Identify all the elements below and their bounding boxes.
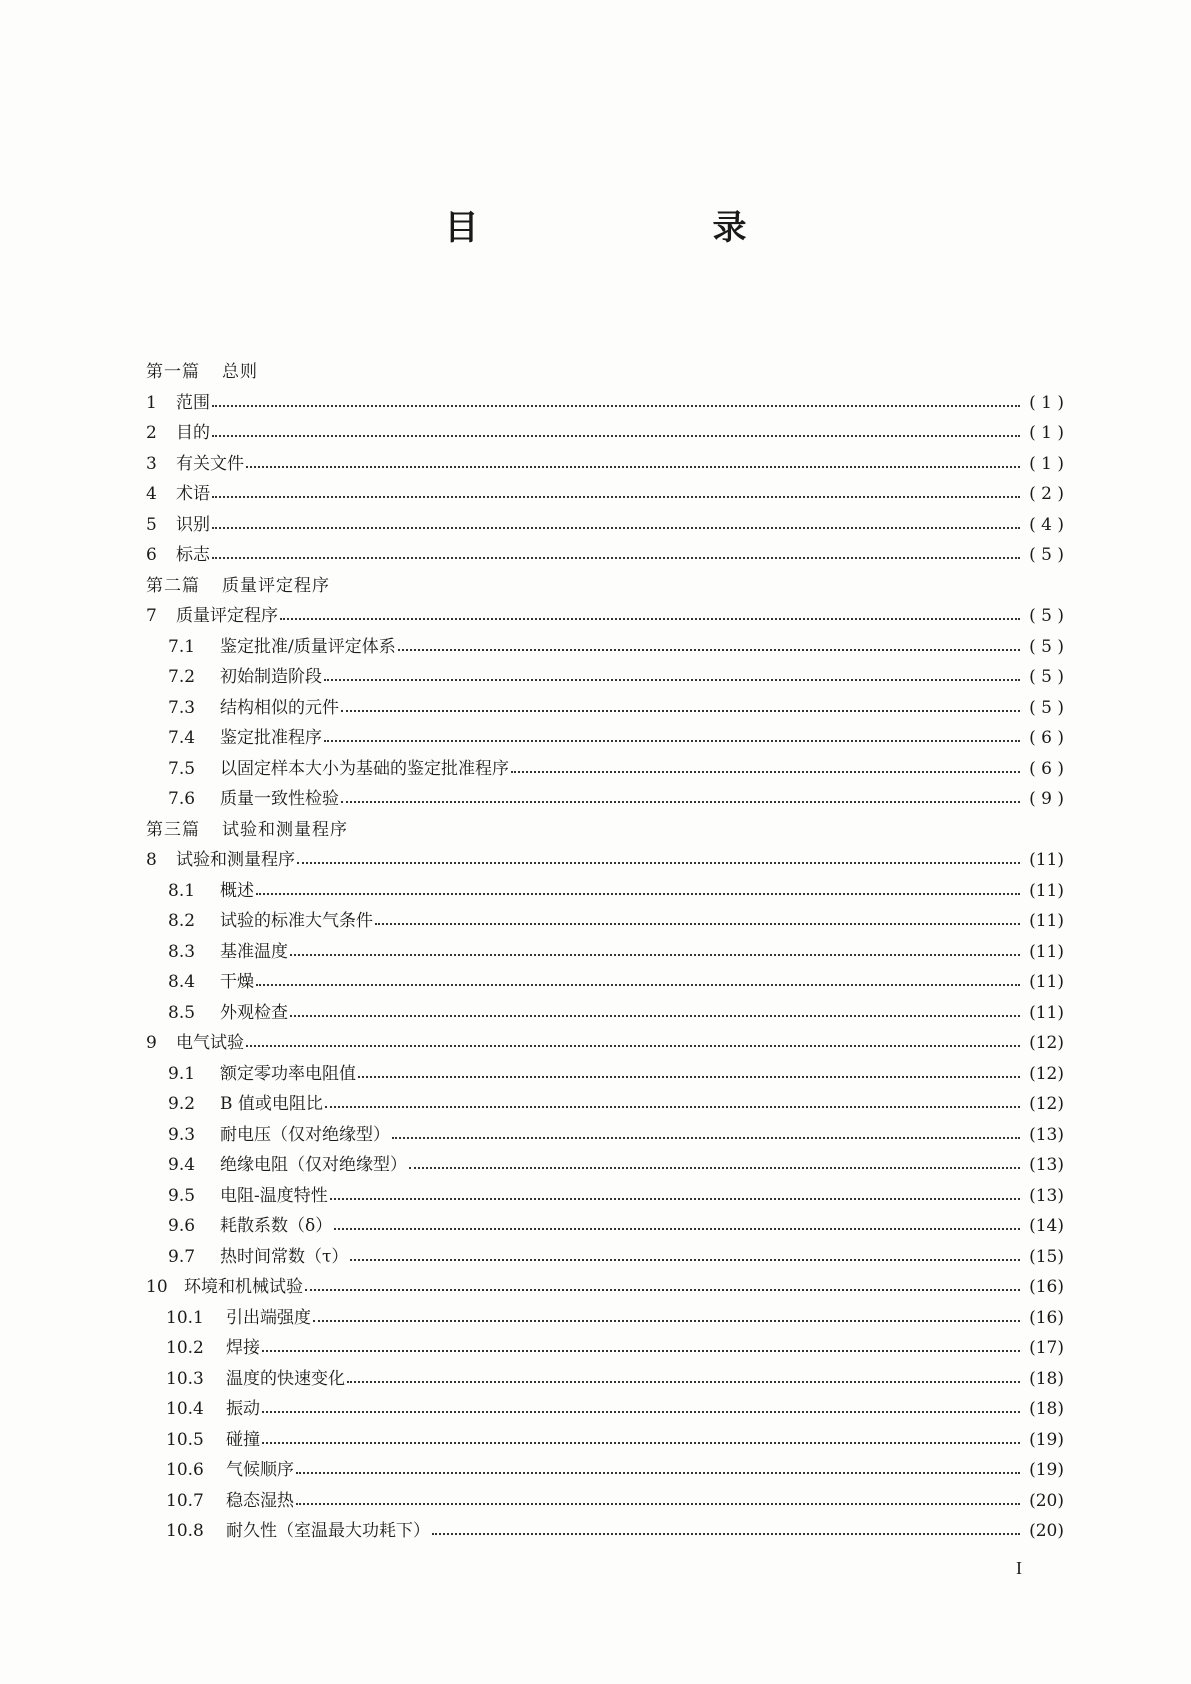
entry-title: 概述 [220,880,254,901]
entry-number: 9.3 [168,1124,196,1145]
entry-number: 1 [146,392,157,413]
dot-leader [296,1472,1020,1474]
entry-title: 术语 [176,484,210,504]
toc-entry [146,449,1064,480]
entry-number: 7.1 [168,636,196,657]
entry-title: 识别 [176,514,210,535]
entry-title: 目的 [176,423,210,443]
entry-title: 鉴定批准程序 [220,728,322,748]
entry-number: 8 [146,850,157,870]
entry-title: 电阻-温度特性 [220,1185,328,1206]
toc-entry [146,510,1064,541]
toc-subentry [146,1455,1064,1486]
dot-leader [246,1045,1020,1047]
dot-leader [212,405,1020,407]
toc-entry [146,601,1064,632]
entry-title: 以固定样本大小为基础的鉴定批准程序 [220,758,509,779]
dot-leader [212,496,1020,498]
toc-subentry [146,784,1064,815]
entry-number: 7.2 [168,667,196,687]
toc-subentry [146,876,1064,907]
entry-page: ( 1 ) [1029,392,1064,413]
toc-entry [146,418,1064,449]
toc-subentry [146,1089,1064,1120]
toc-subentry [146,1120,1064,1151]
entry-title: 稳态湿热 [226,1490,294,1511]
entry-title: 碰撞 [226,1429,260,1450]
toc-subentry [146,1425,1064,1456]
toc-subentry [146,998,1064,1029]
entry-page: ( 5 ) [1029,667,1064,687]
entry-number: 8.3 [168,941,196,962]
entry-title: 结构相似的元件 [220,697,339,718]
entry-number: 10.7 [166,1490,204,1511]
entry-number: 8.2 [168,911,196,931]
toc-subentry [146,1181,1064,1212]
entry-number: 9.4 [168,1155,196,1175]
dot-leader [212,527,1020,529]
entry-number: 7.3 [168,697,196,718]
entry-page: (16) [1029,1277,1064,1297]
dot-leader [347,1381,1020,1383]
dot-leader [262,1442,1020,1444]
toc-subentry [146,1059,1064,1090]
entry-page: (13) [1029,1124,1064,1145]
toc-entry [146,1028,1064,1059]
entry-number: 9 [146,1033,157,1053]
entry-number: 10.4 [166,1399,204,1419]
dot-leader [212,557,1020,559]
entry-page: (11) [1029,941,1064,962]
entry-title: 范围 [176,392,210,413]
dot-leader [324,740,1020,742]
toc-subentry [146,632,1064,663]
entry-title: 质量一致性检验 [220,789,339,809]
toc-subentry [146,1333,1064,1364]
dot-leader [256,893,1020,895]
dot-leader [511,771,1020,773]
entry-page: (11) [1029,850,1064,870]
part-heading-2 [146,571,1064,602]
entry-page: (20) [1029,1521,1064,1541]
toc-subentry [146,662,1064,693]
entry-title: 绝缘电阻（仅对绝缘型） [220,1155,407,1175]
entry-page: (13) [1029,1155,1064,1175]
toc-entry [146,388,1064,419]
entry-page: (12) [1029,1033,1064,1053]
entry-title: 鉴定批准/质量评定体系 [220,636,396,657]
entry-title: 热时间常数（τ） [220,1246,349,1267]
entry-title: 有关文件 [176,453,244,474]
entry-number: 8.4 [168,972,196,992]
entry-page: ( 6 ) [1029,758,1064,779]
entry-number: 5 [146,514,157,535]
entry-title: 额定零功率电阻值 [220,1063,356,1084]
page-folio: I [1016,1558,1022,1578]
entry-page: (11) [1029,880,1064,901]
entry-page: ( 6 ) [1029,728,1064,748]
dot-leader [256,984,1020,986]
part-label: 第一篇 [146,362,200,382]
entry-page: ( 1 ) [1029,453,1064,474]
entry-number: 7 [146,606,157,626]
entry-number: 7.4 [168,728,196,748]
entry-title: 温度的快速变化 [226,1368,345,1389]
dot-leader [334,1228,1020,1230]
toc-subentry [146,1486,1064,1517]
toc-subentry [146,1516,1064,1547]
entry-title: 气候顺序 [226,1460,294,1480]
entry-title: 引出端强度 [226,1307,311,1328]
entry-page: ( 5 ) [1029,545,1064,565]
entry-number: 8.1 [168,880,196,901]
toc-entry [146,845,1064,876]
entry-number: 9.1 [168,1063,196,1084]
dot-leader [290,954,1020,956]
entry-page: (16) [1029,1307,1064,1328]
entry-title: 环境和机械试验 [184,1277,303,1297]
entry-page: (13) [1029,1185,1064,1206]
toc-subentry [146,754,1064,785]
entry-number: 4 [146,484,157,504]
dot-leader [325,1106,1020,1108]
dot-leader [341,710,1020,712]
entry-number: 9.5 [168,1185,196,1206]
entry-page: (12) [1029,1063,1064,1084]
dot-leader [290,1015,1020,1017]
entry-title: 振动 [226,1399,260,1419]
part-heading-1 [146,357,1064,388]
dot-leader [313,1320,1020,1322]
entry-page: (11) [1029,1002,1064,1023]
entry-page: ( 5 ) [1029,697,1064,718]
dot-leader [280,618,1020,620]
page-title: 目 录 [444,208,847,248]
toc-subentry [146,1211,1064,1242]
entry-number: 10.8 [166,1521,204,1541]
entry-title: 质量评定程序 [176,606,278,626]
entry-page: (19) [1029,1460,1064,1480]
toc-subentry [146,693,1064,724]
table-of-contents [146,357,1064,1547]
entry-page: (17) [1029,1338,1064,1358]
toc-subentry [146,1150,1064,1181]
entry-page: ( 4 ) [1029,514,1064,535]
entry-title: 干燥 [220,972,254,992]
toc-entry [146,540,1064,571]
toc-subentry [146,1242,1064,1273]
dot-leader [212,435,1020,437]
dot-leader [330,1198,1020,1200]
entry-number: 8.5 [168,1002,196,1023]
entry-title: 焊接 [226,1338,260,1358]
entry-page: (18) [1029,1368,1064,1389]
entry-page: ( 5 ) [1029,606,1064,626]
entry-title: B 值或电阻比 [220,1094,323,1114]
entry-number: 10.3 [166,1368,204,1389]
dot-leader [409,1167,1020,1169]
entry-page: ( 5 ) [1029,636,1064,657]
part-label: 第二篇 [146,575,200,596]
dot-leader [296,1503,1020,1505]
entry-number: 10 [146,1277,168,1297]
entry-title: 耐久性（室温最大功耗下） [226,1521,430,1541]
dot-leader [358,1076,1020,1078]
entry-number: 7.6 [168,789,196,809]
entry-title: 基准温度 [220,941,288,962]
part-name: 质量评定程序 [222,575,330,596]
entry-number: 10.5 [166,1429,204,1450]
dot-leader [262,1350,1020,1352]
entry-page: (12) [1029,1094,1064,1114]
toc-subentry [146,1394,1064,1425]
entry-page: (11) [1029,972,1064,992]
dot-leader [297,862,1020,864]
dot-leader [432,1533,1020,1535]
toc-subentry [146,937,1064,968]
dot-leader [350,1259,1020,1261]
entry-title: 耗散系数（δ） [220,1216,333,1236]
toc-subentry [146,967,1064,998]
entry-number: 9.2 [168,1094,196,1114]
entry-page: (15) [1029,1246,1064,1267]
toc-subentry [146,1303,1064,1334]
entry-number: 7.5 [168,758,196,779]
dot-leader [262,1411,1020,1413]
entry-number: 10.2 [166,1338,204,1358]
entry-page: ( 2 ) [1029,484,1064,504]
entry-number: 9.6 [168,1216,196,1236]
entry-title: 电气试验 [176,1033,244,1053]
part-name: 试验和测量程序 [222,819,348,840]
dot-leader [398,649,1020,651]
part-label: 第三篇 [146,819,200,840]
part-heading-3 [146,815,1064,846]
entry-page: (20) [1029,1490,1064,1511]
toc-subentry [146,1364,1064,1395]
toc-subentry [146,906,1064,937]
entry-page: ( 9 ) [1029,789,1064,809]
entry-title: 试验的标准大气条件 [220,911,373,931]
entry-title: 试验和测量程序 [176,850,295,870]
entry-number: 10.6 [166,1460,204,1480]
toc-entry [146,1272,1064,1303]
entry-number: 9.7 [168,1246,196,1267]
dot-leader [305,1289,1020,1291]
dot-leader [341,801,1020,803]
entry-page: (11) [1029,911,1064,931]
entry-page: ( 1 ) [1029,423,1064,443]
entry-page: (18) [1029,1399,1064,1419]
dot-leader [246,466,1020,468]
entry-number: 2 [146,423,157,443]
toc-subentry [146,723,1064,754]
dot-leader [375,923,1020,925]
dot-leader [324,679,1020,681]
entry-number: 3 [146,453,157,474]
entry-title: 外观检查 [220,1002,288,1023]
toc-entry [146,479,1064,510]
entry-number: 10.1 [166,1307,204,1328]
dot-leader [392,1137,1020,1139]
entry-title: 耐电压（仅对绝缘型） [220,1124,390,1145]
entry-page: (14) [1029,1216,1064,1236]
entry-number: 6 [146,545,157,565]
part-name: 总则 [222,362,258,382]
entry-title: 初始制造阶段 [220,667,322,687]
entry-page: (19) [1029,1429,1064,1450]
entry-title: 标志 [176,545,210,565]
